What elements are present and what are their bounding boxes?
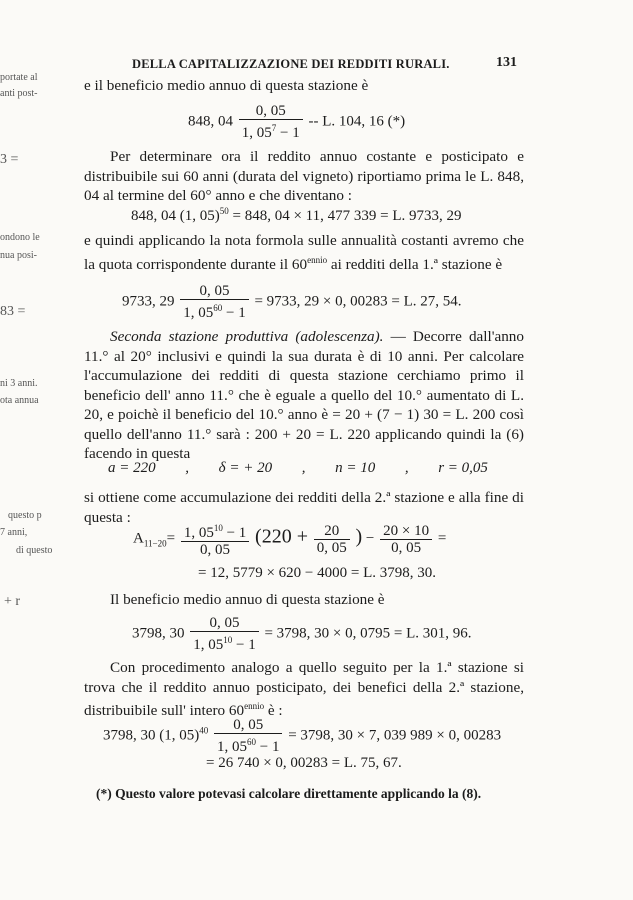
gutter-fragment: nua posi-	[0, 250, 37, 261]
equation	[103, 717, 501, 755]
numerator: 0, 05	[214, 717, 282, 734]
running-header: DELLA CAPITALIZZAZIONE DEI REDDITI RURALI.	[132, 57, 450, 71]
fraction	[181, 520, 249, 558]
gutter-fragment: questo p	[8, 510, 42, 521]
numerator	[181, 520, 249, 542]
equation	[188, 103, 405, 141]
equation	[131, 206, 461, 225]
numerator: 20	[314, 523, 350, 540]
paragraph	[84, 327, 524, 464]
den-base: 1, 05	[241, 125, 272, 141]
paragraph: e il beneficio medio annuo di questa stazione è	[84, 77, 369, 94]
eq-lhs: 848, 04	[188, 113, 233, 130]
footnote: (*) Questo valore potevasi calcolare direttamente applicando la (8).	[96, 786, 482, 801]
paragraph-text: e quindi applicando la nota formola sulle annualità costanti avremo che la quota corrispondente durante il 60	[84, 232, 524, 273]
exponent: 60	[213, 303, 223, 313]
paragraph-text: è :	[264, 702, 283, 720]
parameters-line	[108, 460, 488, 477]
paragraph	[84, 590, 524, 610]
equation: = 26 740 × 0, 00283 = L. 75, 67.	[206, 755, 402, 771]
eq-lhs: A	[133, 530, 144, 547]
paragraph-text: — Decorre dall'anno 11.° al 20° inclusivi e quindi la sua durata è di 10 anni. Per calcolare l'accumulazione dei redditi di questa stazione cerchiamo primo il beneficio dell' anno 11.° che è eguale a quello del 10.° aumentato di L. 20, e poichè il beneficio del 10.° anno è = 20 + (7 − 1) 30 = L. 200 così quello dell'anno 11.° sarà : 200 + 20 = L. 220 applicando quindi la (6) facendo in questa	[84, 328, 524, 462]
gutter-fragment: portate al	[0, 72, 38, 83]
numerator: 0, 05	[190, 615, 258, 632]
gutter-fragment: + r	[4, 594, 21, 609]
denominator	[214, 734, 282, 755]
den-base: 1, 05	[193, 637, 224, 653]
fraction	[314, 523, 350, 556]
paragraph-text: Con procedimento analogo a quello seguito per la 1.ª stazione si trova che il reddito annuo posticipato, dei benefici della 2.ª stazione, distribuibile sull' intero 60	[84, 659, 524, 720]
den-rest: − 1	[232, 637, 256, 653]
gutter-fragment: 3 =	[0, 152, 19, 167]
superscript: ennio	[307, 254, 328, 265]
equation: = 12, 5779 × 620 − 4000 = L. 3798, 30.	[198, 565, 437, 581]
gutter-fragment: di questo	[16, 545, 53, 556]
equation	[122, 283, 462, 321]
equation	[132, 615, 472, 653]
param-sep: ,	[404, 460, 409, 476]
minus-sign: −	[365, 530, 375, 547]
eq-lhs: 3798, 30 (1, 05)	[103, 727, 200, 744]
gutter-fragment: anti post-	[0, 88, 38, 99]
exponent: 40	[199, 725, 209, 736]
fraction	[214, 717, 282, 755]
eq-lhs: 848, 04 (1, 05)	[131, 208, 220, 224]
paragraph: si ottiene come accumulazione dei redditi della 2.ª stazione e alla fine di questa :	[84, 489, 524, 526]
exponent: 7	[271, 123, 277, 133]
gutter-fragment: ota annua	[0, 395, 39, 406]
param-n: n = 10	[335, 460, 376, 476]
paragraph-text: Per determinare ora il reddito annuo costante e posticipato e distribuibile sui 60 anni (durata del vigneto) riportiamo prima le L. 848, 04 al termine del 60° anno e che diventano :	[84, 148, 524, 204]
eq-rhs: = 848, 04 × 11, 477 339 = L. 9733, 29	[228, 208, 462, 224]
eq-rhs: = 9733, 29 × 0, 00283 = L. 27, 54.	[254, 293, 462, 310]
gutter-fragment: ni 3 anni.	[0, 378, 38, 389]
denominator: 0, 05	[391, 539, 422, 556]
paren-open: (220 +	[255, 525, 308, 548]
denominator: 0, 05	[316, 539, 347, 556]
paragraph-text: Il beneficio medio annuo di questa stazione è	[110, 591, 385, 608]
exponent: 60	[247, 737, 256, 747]
param-delta: δ = + 20	[218, 460, 273, 476]
den-base: 1, 05	[217, 739, 247, 755]
eq-sign: =	[437, 530, 447, 547]
paragraph	[84, 147, 524, 206]
paragraph	[84, 231, 524, 274]
paragraph-text: ai redditi della 1.ª stazione è	[327, 255, 503, 273]
eq-lhs: 9733, 29	[122, 293, 175, 310]
eq-lhs: 3798, 30	[132, 625, 185, 642]
fraction	[190, 615, 258, 653]
gutter-fragment: 7 anni,	[0, 527, 28, 538]
num-base: 1, 05	[183, 525, 214, 541]
paren-close: )	[355, 525, 363, 548]
numerator: 20 × 10	[380, 523, 432, 540]
eq-sign: =	[166, 530, 176, 547]
fraction	[380, 523, 432, 556]
denominator	[190, 632, 258, 653]
exponent: 50	[219, 206, 229, 216]
num-rest: − 1	[222, 525, 247, 541]
superscript: ennio	[244, 701, 265, 711]
den-base: 1, 05	[183, 305, 214, 321]
exponent: 10	[213, 523, 223, 533]
page-number: 131	[496, 55, 517, 70]
param-a: a = 220	[108, 460, 156, 476]
numerator: 0, 05	[180, 283, 248, 300]
section-title: Seconda stazione produttiva (adolescenza).	[110, 328, 384, 345]
gutter-fragment: ondono le	[0, 232, 40, 243]
param-r: r = 0,05	[438, 460, 488, 476]
eq-rhs: -- L. 104, 16 (*)	[308, 113, 406, 130]
subscript: 11−20	[143, 538, 167, 549]
param-sep: ,	[185, 460, 189, 476]
fraction	[180, 283, 248, 321]
numerator: 0, 05	[239, 103, 303, 120]
den-rest: − 1	[256, 739, 280, 755]
den-rest: − 1	[276, 125, 300, 141]
denominator	[239, 120, 303, 141]
denominator: 0, 05	[200, 542, 231, 558]
eq-rhs: = 3798, 30 × 7, 039 989 × 0, 00283	[288, 727, 502, 744]
param-sep: ,	[301, 460, 306, 476]
fraction	[239, 103, 303, 141]
eq-rhs: = 3798, 30 × 0, 0795 = L. 301, 96.	[264, 625, 472, 642]
gutter-fragment: 83 =	[0, 304, 26, 319]
paragraph	[84, 658, 524, 721]
denominator	[180, 300, 248, 321]
equation	[133, 520, 446, 558]
den-rest: − 1	[222, 305, 246, 321]
exponent: 10	[223, 635, 233, 645]
